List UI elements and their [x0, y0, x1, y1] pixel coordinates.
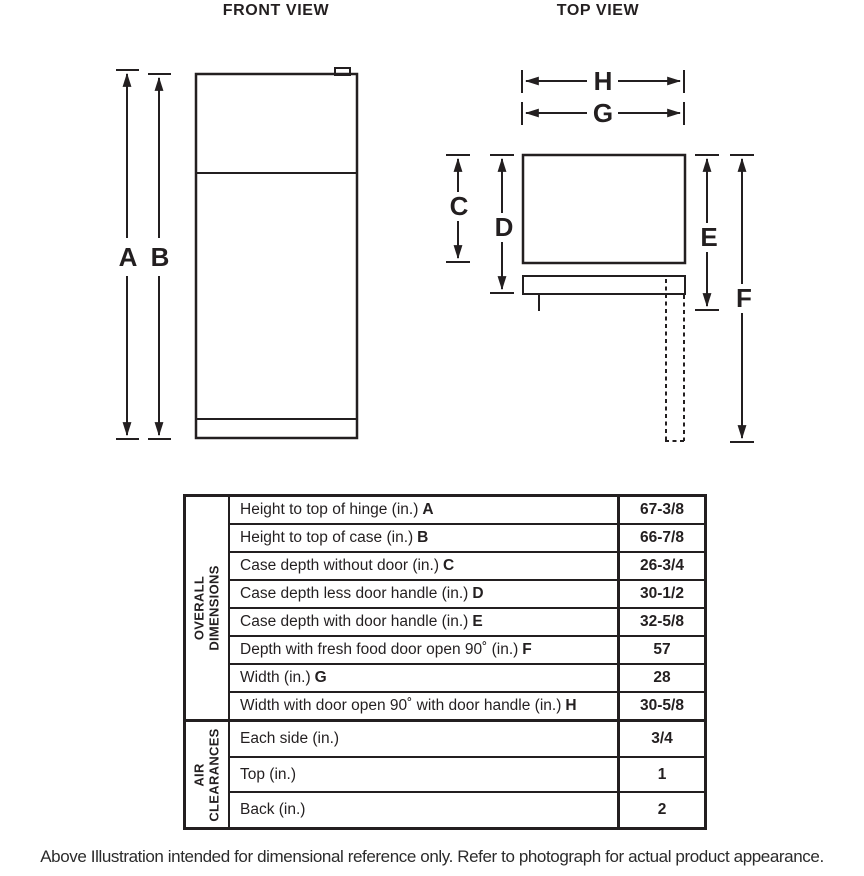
door-open-dashed-outline	[665, 279, 685, 441]
row-key: E	[472, 613, 483, 630]
row-key: H	[565, 697, 577, 714]
table-row	[230, 551, 704, 579]
fridge-body	[196, 74, 357, 438]
table-row	[230, 579, 704, 607]
dim-label-b: B	[150, 242, 170, 272]
case-top	[523, 155, 685, 263]
top-view	[446, 2, 754, 442]
table-row	[230, 607, 704, 635]
table-row	[230, 635, 704, 663]
table-row	[230, 791, 704, 827]
air-clearances-header	[186, 722, 230, 827]
row-key: D	[472, 585, 484, 602]
dimensions-table	[183, 494, 707, 830]
dim-label-e: E	[700, 222, 718, 252]
row-label	[230, 758, 617, 792]
door-top	[523, 276, 685, 294]
row-label	[230, 525, 617, 551]
row-label	[230, 553, 617, 579]
air-rows	[230, 722, 704, 827]
row-value: 2	[617, 793, 704, 827]
dim-label-a: A	[118, 242, 138, 272]
dim-label-d: D	[494, 212, 514, 242]
row-label	[230, 722, 617, 756]
row-label-text: Case depth less door handle (in.)	[240, 585, 469, 602]
row-label-text: Back (in.)	[240, 801, 306, 819]
row-label-text: Top (in.)	[240, 765, 296, 783]
row-value: 26-3/4	[617, 553, 704, 579]
table-row	[230, 756, 704, 792]
row-label-text: Width (in.)	[240, 669, 311, 686]
row-label	[230, 609, 617, 635]
front-view-title: FRONT VIEW	[222, 2, 330, 19]
row-value: 66-7/8	[617, 525, 704, 551]
section-header-line: CLEARANCES	[207, 727, 223, 822]
row-value: 30-1/2	[617, 581, 704, 607]
row-key: G	[314, 669, 327, 686]
row-label	[230, 637, 617, 663]
row-label	[230, 693, 617, 719]
table-row	[230, 663, 704, 691]
table-row	[230, 722, 704, 756]
dim-label-h: H	[593, 66, 613, 96]
section-header-line: AIR	[192, 762, 208, 787]
row-label	[230, 581, 617, 607]
row-label	[230, 793, 617, 827]
fridge-front-outline	[196, 68, 357, 438]
row-label-text: Depth with fresh food door open 90˚ (in.)	[240, 641, 519, 658]
row-label-text: Width with door open 90˚ with door handle (in.)	[240, 697, 562, 714]
row-key: F	[522, 641, 532, 658]
section-header-line: DIMENSIONS	[207, 565, 222, 651]
row-key: A	[422, 501, 434, 518]
overall-dimensions-header	[186, 497, 230, 719]
row-value: 1	[617, 758, 704, 792]
table-row	[230, 523, 704, 551]
row-key: B	[417, 529, 429, 546]
row-value: 30-5/8	[617, 693, 704, 719]
dim-label-g: G	[592, 98, 614, 128]
section-header-line: OVERALL	[192, 575, 207, 641]
row-value: 57	[617, 637, 704, 663]
row-value: 67-3/8	[617, 497, 704, 523]
overall-rows	[230, 497, 704, 719]
row-label	[230, 665, 617, 691]
row-label-text: Case depth without door (in.)	[240, 557, 440, 574]
table-row	[230, 497, 704, 523]
row-label-text: Height to top of hinge (in.)	[240, 501, 419, 518]
row-label-text: Case depth with door handle (in.)	[240, 613, 469, 630]
row-label	[230, 497, 617, 523]
air-clearances-section	[186, 719, 704, 827]
row-label-text: Height to top of case (in.)	[240, 529, 414, 546]
front-view	[116, 2, 357, 439]
dim-label-f: F	[736, 283, 752, 313]
row-value: 28	[617, 665, 704, 691]
row-value: 32-5/8	[617, 609, 704, 635]
row-key: C	[443, 557, 455, 574]
row-label-text: Each side (in.)	[240, 729, 340, 747]
table-row	[230, 691, 704, 719]
row-value: 3/4	[617, 722, 704, 756]
fridge-top-outline	[523, 155, 685, 441]
dim-label-c: C	[449, 191, 469, 221]
footnote: Above Illustration intended for dimensional reference only. Refer to photograph for actual product appearance.	[40, 847, 824, 866]
top-view-title: TOP VIEW	[556, 2, 640, 19]
overall-dimensions-section	[186, 497, 704, 719]
